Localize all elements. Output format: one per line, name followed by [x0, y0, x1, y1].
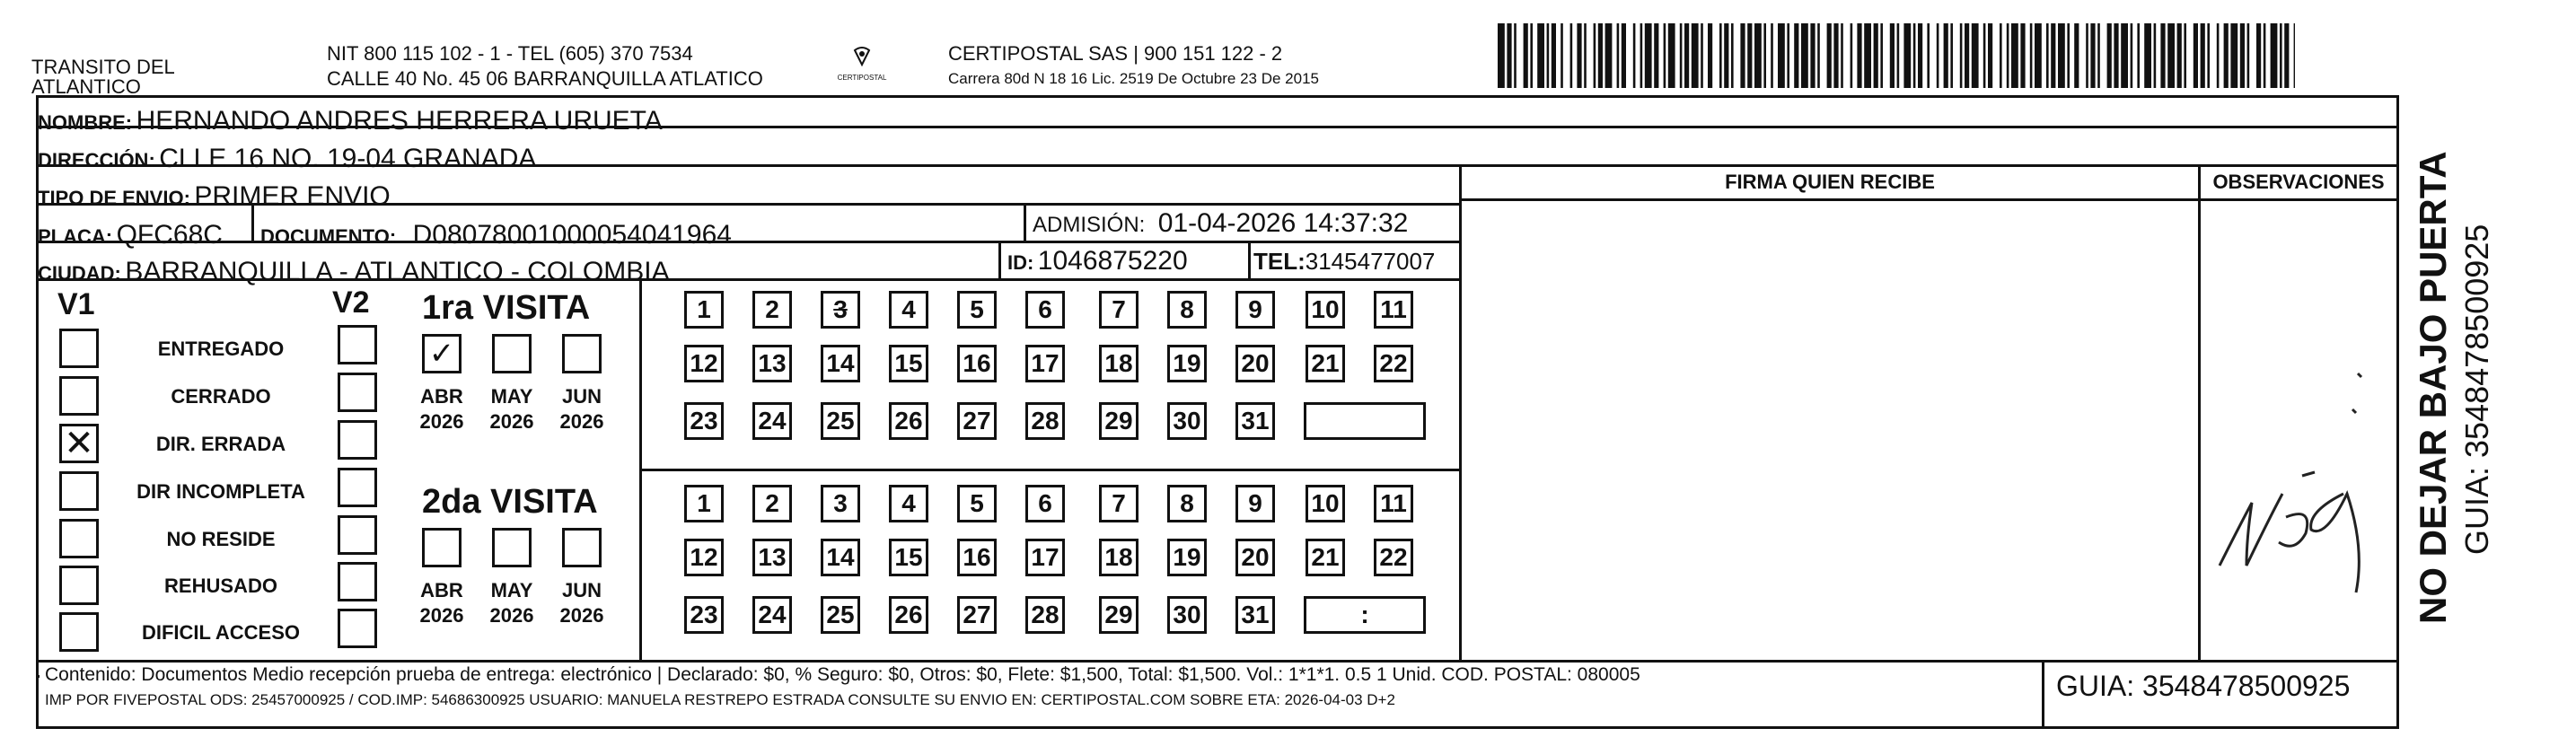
day-box[interactable]: 12 [684, 345, 724, 382]
day-box[interactable]: 27 [957, 596, 997, 634]
v1-label: V1 [57, 287, 95, 321]
month-checkbox[interactable] [492, 528, 532, 567]
barcode-bar [1965, 23, 1969, 88]
barcode-bar [2284, 23, 2289, 88]
day-box[interactable]: 8 [1167, 485, 1207, 522]
year-label: 2026 [489, 604, 534, 627]
barcode-bar [1684, 23, 1689, 88]
day-box[interactable]: 11 [1374, 485, 1413, 522]
day-box[interactable]: 28 [1025, 402, 1065, 440]
barcode-bar [2020, 23, 2025, 88]
barcode-bar [2051, 23, 2055, 88]
barcode-bar [2137, 23, 2140, 88]
day-box[interactable]: 18 [1099, 345, 1139, 382]
status-option-label: DIR. ERRADA [155, 433, 286, 455]
barcode-bar [1874, 23, 1878, 88]
barcode-bar [2224, 23, 2229, 88]
month-label: ABR [420, 385, 463, 408]
barcode-bar [1524, 23, 1528, 88]
barcode-bar [1633, 23, 1636, 88]
time-box[interactable]: : [1304, 596, 1426, 634]
barcode-bar [1988, 23, 1992, 88]
barcode-bar [2090, 23, 2095, 88]
barcode-bar [2046, 23, 2049, 88]
day-box[interactable]: 10 [1306, 485, 1345, 522]
barcode-bar [1701, 23, 1703, 88]
barcode-bar [1890, 23, 1895, 88]
barcode-bar [1530, 23, 1533, 88]
barcode-bar [1605, 23, 1613, 88]
no-dejar-label: NO DEJAR BAJO PUERTA [2412, 151, 2454, 624]
month-year-label [555, 578, 609, 628]
month-year-label [485, 384, 539, 434]
year-label: 2026 [489, 410, 534, 433]
month-checkbox[interactable] [562, 528, 602, 567]
day-box[interactable]: 18 [1099, 539, 1139, 576]
barcode-bar [2097, 23, 2100, 88]
year-label: 2026 [419, 604, 464, 627]
barcode-bar [2086, 23, 2088, 88]
barcode-bar [1960, 23, 1963, 88]
contenido-text: Contenido: Documentos Medio recepción prueba de entrega: electrónico | Declarado: $0, % Seguro: $0, Otros: $0, Flete: $1,500, Total: $1,500. Vol.: 1*1*1. 0.5 1 Unid. COD. POSTAL: 080005 [45, 664, 1640, 685]
barcode-bar [1771, 23, 1773, 88]
barcode-bar [1498, 23, 1505, 88]
tipo-row [36, 181, 391, 212]
status-option-label: DIR INCOMPLETA [136, 480, 305, 503]
nombre-value: HERNANDO ANDRES HERRERA URUETA [136, 106, 663, 136]
day-box[interactable]: 25 [821, 402, 860, 440]
barcode-bar [1740, 23, 1745, 88]
month-year-label [415, 578, 469, 628]
month-label: ABR [420, 579, 463, 601]
ciudad-row [36, 257, 670, 287]
documento-row [260, 220, 732, 250]
day-box[interactable]: 6 [1025, 291, 1065, 329]
month-year-label [485, 578, 539, 628]
day-box[interactable]: 31 [1235, 596, 1275, 634]
placa-label: PLACA: [38, 225, 113, 248]
day-box[interactable]: 20 [1235, 539, 1275, 576]
day-box[interactable]: 23 [684, 596, 724, 634]
tipo-label: TIPO DE ENVIO: [38, 187, 190, 209]
org-name: TRANSITO DEL ATLANTICO [31, 56, 175, 98]
handwritten-note [2209, 341, 2388, 628]
month-checkbox[interactable]: ✓ [422, 334, 462, 373]
day-box[interactable]: 16 [957, 345, 997, 382]
v1-checkbox[interactable] [59, 566, 99, 605]
barcode-bar [2230, 23, 2238, 88]
barcode-bar [1927, 23, 1930, 88]
day-box[interactable]: 30 [1167, 402, 1207, 440]
sender-address: CALLE 40 No. 45 06 BARRANQUILLA ATLATICO [327, 67, 763, 90]
tel-row [1253, 248, 1435, 276]
logo-text: CERTIPOSTAL [837, 74, 887, 82]
barcode-bar [1617, 23, 1620, 88]
year-label: 2026 [559, 604, 604, 627]
v1-checkbox[interactable] [59, 612, 99, 652]
barcode-bar [1708, 23, 1712, 88]
barcode-bar [2030, 23, 2033, 88]
day-box[interactable]: 24 [752, 596, 792, 634]
barcode-bar [2011, 23, 2018, 88]
day-box[interactable]: 5 [957, 291, 997, 329]
barcode-bar [2256, 23, 2261, 88]
barcode-bar [2114, 23, 2118, 88]
side-guia: GUIA: 3548478500925 [2458, 224, 2495, 555]
barcode-bar [1731, 23, 1734, 88]
barcode-bar [2131, 23, 2133, 88]
barcode-bar [1880, 23, 1883, 88]
direccion-label: DIRECCIÓN: [38, 149, 155, 171]
barcode-bar [1857, 23, 1861, 88]
barcode-bar [1754, 23, 1762, 88]
barcode-bar [2217, 23, 2220, 88]
month-label: MAY [490, 579, 533, 601]
barcode-bar [1810, 23, 1815, 88]
day-box[interactable]: 10 [1306, 291, 1345, 329]
id-row [1007, 246, 1188, 276]
barcode-bar [1692, 23, 1699, 88]
admision-value: 01-04-2026 14:37:32 [1157, 208, 1409, 238]
day-box[interactable]: 1 [684, 291, 724, 329]
day-box[interactable]: 9 [1235, 485, 1275, 522]
barcode-bar [1668, 23, 1675, 88]
month-checkbox[interactable] [492, 334, 532, 373]
day-box[interactable]: 2 [752, 485, 792, 522]
barcode-bar [1937, 23, 1939, 88]
barcode-bar [2035, 23, 2042, 88]
v1-checkbox[interactable] [59, 329, 99, 368]
day-box[interactable]: 29 [1099, 596, 1139, 634]
nit-tel: NIT 800 115 102 - 1 - TEL (605) 370 7534 [327, 42, 693, 65]
tel-value: 3145477007 [1305, 248, 1436, 275]
barcode-bar [1983, 23, 1986, 88]
barcode-bar [1787, 23, 1789, 88]
barcode-bar [1577, 23, 1581, 88]
barcode-bar [2280, 23, 2282, 88]
status-option-label: CERRADO [171, 385, 271, 408]
day-box[interactable]: 12 [684, 539, 724, 576]
v2-checkbox[interactable] [338, 468, 377, 507]
day-box[interactable]: 3 [821, 291, 860, 329]
barcode-bar [1747, 23, 1752, 88]
v1-checkbox[interactable] [59, 471, 99, 511]
barcode-bar [2184, 23, 2186, 88]
certipostal-nit: CERTIPOSTAL SAS | 900 151 122 - 2 [948, 42, 1283, 65]
documento-label: DOCUMENTO: [260, 225, 397, 248]
day-box[interactable]: 7 [1099, 485, 1139, 522]
visit1-title: 1ra VISITA [422, 289, 591, 327]
v2-checkbox[interactable] [338, 420, 377, 460]
ciudad-label: CIUDAD: [38, 262, 121, 285]
day-box[interactable]: 15 [889, 345, 928, 382]
admision-label: ADMISIÓN: [1033, 213, 1146, 237]
barcode [1498, 23, 2295, 88]
day-box[interactable]: 28 [1025, 596, 1065, 634]
barcode-bar [2294, 23, 2295, 88]
barcode-bar [2074, 23, 2079, 88]
day-box[interactable]: 2 [752, 291, 792, 329]
barcode-bar [1724, 23, 1728, 88]
v1-checkbox[interactable] [59, 519, 99, 558]
barcode-bar [1833, 23, 1838, 88]
v2-checkbox[interactable] [338, 325, 377, 364]
barcode-bar [2247, 23, 2250, 88]
status-option-label: DIFICIL ACCESO [141, 621, 300, 644]
observaciones-label: OBSERVACIONES [2212, 171, 2385, 193]
status-option-label: NO RESIDE [166, 528, 276, 550]
day-box[interactable]: 11 [1374, 291, 1413, 329]
direccion-value: CLLE 16 NO. 19-04 GRANADA [159, 144, 537, 173]
day-box[interactable]: 1 [684, 485, 724, 522]
barcode-bar [2067, 23, 2070, 88]
barcode-bar [1944, 23, 1948, 88]
admision-row [1033, 208, 1408, 239]
v1-checkbox[interactable]: ✕ [59, 424, 99, 463]
barcode-bar [2177, 23, 2182, 88]
barcode-bar [1897, 23, 1900, 88]
barcode-bar [2201, 23, 2205, 88]
license-text: Carrera 80d N 18 16 Lic. 2519 De Octubre 23 De 2015 [948, 70, 1319, 87]
day-box[interactable]: 25 [821, 596, 860, 634]
barcode-bar [1622, 23, 1626, 88]
day-box[interactable]: 21 [1306, 539, 1345, 576]
direccion-row [36, 144, 536, 174]
day-box[interactable]: 29 [1099, 402, 1139, 440]
day-box[interactable]: 22 [1374, 345, 1413, 382]
day-box[interactable]: 9 [1235, 291, 1275, 329]
barcode-bar [1680, 23, 1683, 88]
barcode-bar [1664, 23, 1666, 88]
barcode-bar [1972, 23, 1979, 88]
day-box[interactable]: 19 [1167, 345, 1207, 382]
barcode-bar [2167, 23, 2175, 88]
barcode-bar [2160, 23, 2165, 88]
barcode-bar [1950, 23, 1953, 88]
day-box[interactable]: 19 [1167, 539, 1207, 576]
month-year-label [415, 384, 469, 434]
barcode-bar [2264, 23, 2266, 88]
barcode-bar [1918, 23, 1922, 88]
month-label: JUN [561, 579, 602, 601]
day-box[interactable]: 6 [1025, 485, 1065, 522]
month-year-label [555, 384, 609, 434]
barcode-bar [1514, 23, 1517, 88]
barcode-bar [1841, 23, 1843, 88]
firma-label: FIRMA QUIEN RECIBE [1725, 171, 1935, 193]
month-label: MAY [490, 385, 533, 408]
placa-row [36, 220, 223, 250]
barcode-bar [1817, 23, 1820, 88]
year-label: 2026 [559, 410, 604, 433]
time-box[interactable] [1304, 402, 1426, 440]
nombre-label: NOMBRE: [38, 111, 133, 134]
id-value: 1046875220 [1037, 246, 1188, 276]
day-box[interactable]: 23 [684, 402, 724, 440]
day-box[interactable]: 30 [1167, 596, 1207, 634]
barcode-bar [2121, 23, 2128, 88]
day-box[interactable]: 5 [957, 485, 997, 522]
barcode-bar [1507, 23, 1511, 88]
barcode-bar [2107, 23, 2112, 88]
day-box[interactable]: 27 [957, 402, 997, 440]
barcode-bar [1763, 23, 1766, 88]
day-box[interactable]: 15 [889, 539, 928, 576]
day-box[interactable]: 17 [1025, 345, 1065, 382]
nombre-row [36, 106, 663, 136]
v2-checkbox[interactable] [338, 562, 377, 601]
day-box[interactable]: 14 [821, 539, 860, 576]
day-box[interactable]: 7 [1099, 291, 1139, 329]
month-checkbox[interactable] [422, 528, 462, 567]
barcode-bar [1640, 23, 1643, 88]
footer-guia: GUIA: 3548478500925 [2056, 670, 2351, 702]
barcode-bar [1584, 23, 1587, 88]
barcode-bar [2240, 23, 2245, 88]
barcode-bar [1547, 23, 1550, 88]
day-box[interactable]: 13 [752, 345, 792, 382]
day-box[interactable]: 13 [752, 539, 792, 576]
status-option-label: ENTREGADO [157, 338, 285, 360]
v2-checkbox[interactable] [338, 373, 377, 412]
barcode-bar [1903, 23, 1911, 88]
ciudad-value: BARRANQUILLA - ATLANTICO - COLOMBIA [125, 257, 670, 286]
day-box[interactable]: 31 [1235, 402, 1275, 440]
barcode-bar [1913, 23, 1916, 88]
day-box[interactable]: 20 [1235, 345, 1275, 382]
day-box[interactable]: 16 [957, 539, 997, 576]
day-box[interactable]: 3 [821, 485, 860, 522]
barcode-bar [2058, 23, 2065, 88]
barcode-bar [1801, 23, 1808, 88]
barcode-bar [1654, 23, 1658, 88]
barcode-bar [1552, 23, 1556, 88]
day-box[interactable]: 4 [889, 291, 928, 329]
barcode-bar [2271, 23, 2278, 88]
barcode-bar [1827, 23, 1832, 88]
barcode-bar [1851, 23, 1853, 88]
barcode-bar [2207, 23, 2210, 88]
day-box[interactable]: 26 [889, 596, 928, 634]
tipo-value: PRIMER ENVIO [194, 181, 391, 211]
barcode-bar [1719, 23, 1722, 88]
barcode-bar [2194, 23, 2198, 88]
barcode-bar [1864, 23, 1871, 88]
day-box[interactable]: 26 [889, 402, 928, 440]
barcode-bar [1645, 23, 1652, 88]
v2-checkbox[interactable] [338, 609, 377, 648]
day-box[interactable]: 4 [889, 485, 928, 522]
day-box[interactable]: 14 [821, 345, 860, 382]
v2-label: V2 [332, 285, 370, 320]
month-checkbox[interactable] [562, 334, 602, 373]
barcode-bar [1794, 23, 1798, 88]
day-box[interactable]: 8 [1167, 291, 1207, 329]
v2-checkbox[interactable] [338, 515, 377, 555]
day-box[interactable]: 22 [1374, 539, 1413, 576]
status-option-label: REHUSADO [164, 575, 277, 597]
visit2-title: 2da VISITA [422, 483, 598, 521]
barcode-bar [1570, 23, 1573, 88]
id-label: ID: [1007, 251, 1034, 274]
v1-checkbox[interactable] [59, 376, 99, 416]
barcode-bar [1778, 23, 1785, 88]
barcode-bar [1537, 23, 1544, 88]
day-box[interactable]: 17 [1025, 539, 1065, 576]
barcode-bar [2154, 23, 2157, 88]
barcode-bar [2000, 23, 2002, 88]
barcode-bar [1594, 23, 1596, 88]
barcode-bar [2144, 23, 2151, 88]
year-label: 2026 [419, 410, 464, 433]
month-label: JUN [561, 385, 602, 408]
barcode-bar [2007, 23, 2009, 88]
barcode-bar [1598, 23, 1603, 88]
barcode-bar [1561, 23, 1563, 88]
day-box[interactable]: 21 [1306, 345, 1345, 382]
documento-value: D08078001000054041964 [412, 220, 732, 250]
imp-text: IMP POR FIVEPOSTAL ODS: 25457000925 / COD.IMP: 54686300925 USUARIO: MANUELA RESTREPO ESTRADA CONSULTE SU ENVIO EN: CERTIPOSTAL.COM SOBRE ETA: 2026-04-03 D+2 [45, 691, 1395, 708]
day-box[interactable]: 24 [752, 402, 792, 440]
tel-label: TEL: [1253, 248, 1306, 275]
certipostal-logo [835, 45, 889, 84]
placa-value: QFC68C [116, 220, 223, 250]
